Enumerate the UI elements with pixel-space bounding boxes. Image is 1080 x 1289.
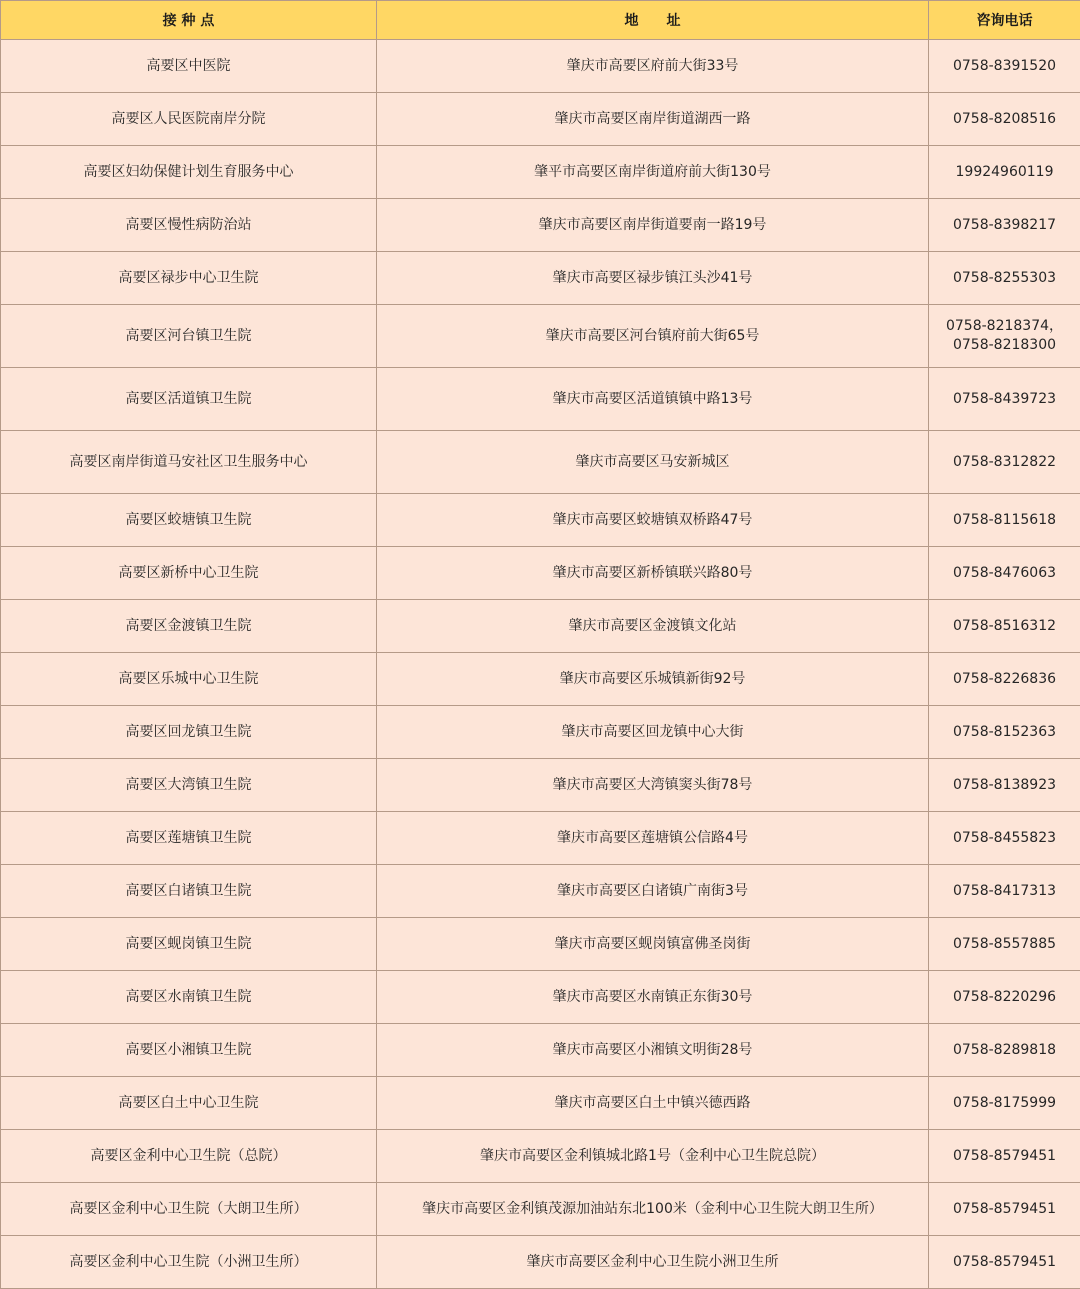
cell-site: 高要区新桥中心卫生院 xyxy=(1,547,377,600)
cell-phone xyxy=(929,706,1080,759)
cell-phone xyxy=(929,547,1080,600)
cell-address: 肇庆市高要区南岸街道湖西一路 xyxy=(377,93,929,146)
cell-phone xyxy=(929,146,1080,199)
header-address: 地 址 xyxy=(377,1,929,40)
cell-address: 肇庆市高要区蛟塘镇双桥路47号 xyxy=(377,494,929,547)
table-row xyxy=(1,1183,1080,1236)
phone-number: 0758-8208516 xyxy=(933,110,1076,129)
cell-site: 高要区中医院 xyxy=(1,40,377,93)
table-row xyxy=(1,252,1080,305)
table-row xyxy=(1,199,1080,252)
phone-number: 0758-8579451 xyxy=(933,1147,1076,1166)
cell-site: 高要区河台镇卫生院 xyxy=(1,305,377,368)
cell-phone xyxy=(929,600,1080,653)
cell-address: 肇庆市高要区乐城镇新街92号 xyxy=(377,653,929,706)
cell-address: 肇平市高要区南岸街道府前大街130号 xyxy=(377,146,929,199)
cell-address: 肇庆市高要区大湾镇窦头街78号 xyxy=(377,759,929,812)
table-row xyxy=(1,1130,1080,1183)
cell-phone xyxy=(929,1024,1080,1077)
table-row xyxy=(1,431,1080,494)
cell-site: 高要区白土中心卫生院 xyxy=(1,1077,377,1130)
cell-site: 高要区活道镇卫生院 xyxy=(1,368,377,431)
table-row xyxy=(1,93,1080,146)
cell-address: 肇庆市高要区小湘镇文明街28号 xyxy=(377,1024,929,1077)
phone-number: 0758-8226836 xyxy=(933,670,1076,689)
phone-number: 0758-8175999 xyxy=(933,1094,1076,1113)
phone-number: 0758-8152363 xyxy=(933,723,1076,742)
phone-number: 0758-8289818 xyxy=(933,1041,1076,1060)
phone-number: 0758-8439723 xyxy=(933,390,1076,409)
cell-site: 高要区蛟塘镇卫生院 xyxy=(1,494,377,547)
phone-number: 0758-8218300 xyxy=(933,336,1076,355)
cell-site: 高要区白诸镇卫生院 xyxy=(1,865,377,918)
table-row xyxy=(1,146,1080,199)
cell-phone xyxy=(929,1130,1080,1183)
cell-site: 高要区金利中心卫生院（总院） xyxy=(1,1130,377,1183)
table-row xyxy=(1,1077,1080,1130)
cell-site: 高要区蚬岗镇卫生院 xyxy=(1,918,377,971)
cell-address: 肇庆市高要区白土中镇兴德西路 xyxy=(377,1077,929,1130)
cell-address: 肇庆市高要区金利镇城北路1号（金利中心卫生院总院） xyxy=(377,1130,929,1183)
cell-phone xyxy=(929,368,1080,431)
table-row xyxy=(1,865,1080,918)
cell-phone xyxy=(929,252,1080,305)
table-row xyxy=(1,918,1080,971)
cell-site: 高要区南岸街道马安社区卫生服务中心 xyxy=(1,431,377,494)
table-row xyxy=(1,600,1080,653)
phone-number: 0758-8455823 xyxy=(933,829,1076,848)
cell-address: 肇庆市高要区新桥镇联兴路80号 xyxy=(377,547,929,600)
cell-site: 高要区水南镇卫生院 xyxy=(1,971,377,1024)
cell-site: 高要区小湘镇卫生院 xyxy=(1,1024,377,1077)
phone-number: 0758-8398217 xyxy=(933,216,1076,235)
table-row xyxy=(1,1024,1080,1077)
cell-phone xyxy=(929,431,1080,494)
cell-site: 高要区金渡镇卫生院 xyxy=(1,600,377,653)
cell-phone xyxy=(929,40,1080,93)
cell-address: 肇庆市高要区回龙镇中心大街 xyxy=(377,706,929,759)
phone-number: 0758-8255303 xyxy=(933,269,1076,288)
phone-number: 0758-8557885 xyxy=(933,935,1076,954)
cell-address: 肇庆市高要区金利中心卫生院小洲卫生所 xyxy=(377,1236,929,1289)
cell-address: 肇庆市高要区南岸街道要南一路19号 xyxy=(377,199,929,252)
cell-address: 肇庆市高要区马安新城区 xyxy=(377,431,929,494)
cell-site: 高要区妇幼保健计划生育服务中心 xyxy=(1,146,377,199)
phone-number: 0758-8391520 xyxy=(933,57,1076,76)
cell-address: 肇庆市高要区金利镇茂源加油站东北100米（金利中心卫生院大朗卫生所） xyxy=(377,1183,929,1236)
cell-phone xyxy=(929,1077,1080,1130)
table-row xyxy=(1,547,1080,600)
header-row xyxy=(1,1,1080,40)
phone-number: 0758-8312822 xyxy=(933,453,1076,472)
cell-site: 高要区人民医院南岸分院 xyxy=(1,93,377,146)
cell-address: 肇庆市高要区水南镇正东街30号 xyxy=(377,971,929,1024)
cell-site: 高要区禄步中心卫生院 xyxy=(1,252,377,305)
cell-phone xyxy=(929,305,1080,368)
phone-number: 0758-8579451 xyxy=(933,1200,1076,1219)
cell-address: 肇庆市高要区禄步镇江头沙41号 xyxy=(377,252,929,305)
cell-address: 肇庆市高要区白诸镇广南街3号 xyxy=(377,865,929,918)
table-row xyxy=(1,653,1080,706)
cell-phone xyxy=(929,759,1080,812)
cell-phone xyxy=(929,812,1080,865)
table-row xyxy=(1,494,1080,547)
cell-phone xyxy=(929,865,1080,918)
phone-number: 0758-8115618 xyxy=(933,511,1076,530)
phone-number: 0758-8220296 xyxy=(933,988,1076,1007)
cell-site: 高要区慢性病防治站 xyxy=(1,199,377,252)
cell-site: 高要区大湾镇卫生院 xyxy=(1,759,377,812)
header-phone: 咨询电话 xyxy=(929,1,1080,40)
cell-site: 高要区金利中心卫生院（小洲卫生所） xyxy=(1,1236,377,1289)
cell-site: 高要区金利中心卫生院（大朗卫生所） xyxy=(1,1183,377,1236)
table-row xyxy=(1,706,1080,759)
phone-number: 0758-8579451 xyxy=(933,1253,1076,1272)
phone-number: 0758-8516312 xyxy=(933,617,1076,636)
cell-phone xyxy=(929,494,1080,547)
table-row xyxy=(1,759,1080,812)
cell-site: 高要区回龙镇卫生院 xyxy=(1,706,377,759)
table-row xyxy=(1,971,1080,1024)
phone-number: 0758-8417313 xyxy=(933,882,1076,901)
table-row xyxy=(1,1236,1080,1289)
cell-address: 肇庆市高要区蚬岗镇富佛圣岗街 xyxy=(377,918,929,971)
header-site: 接 种 点 xyxy=(1,1,377,40)
cell-site: 高要区乐城中心卫生院 xyxy=(1,653,377,706)
cell-phone xyxy=(929,199,1080,252)
cell-address: 肇庆市高要区活道镇镇中路13号 xyxy=(377,368,929,431)
cell-phone xyxy=(929,1236,1080,1289)
cell-address: 肇庆市高要区府前大街33号 xyxy=(377,40,929,93)
table-row xyxy=(1,368,1080,431)
cell-phone xyxy=(929,918,1080,971)
cell-address: 肇庆市高要区金渡镇文化站 xyxy=(377,600,929,653)
phone-number: 0758-8476063 xyxy=(933,564,1076,583)
table-header xyxy=(1,1,1080,40)
cell-phone xyxy=(929,653,1080,706)
phone-number: 0758-8138923 xyxy=(933,776,1076,795)
cell-phone xyxy=(929,1183,1080,1236)
table-row xyxy=(1,305,1080,368)
cell-address: 肇庆市高要区莲塘镇公信路4号 xyxy=(377,812,929,865)
cell-site: 高要区莲塘镇卫生院 xyxy=(1,812,377,865)
table-body xyxy=(1,40,1080,1289)
cell-phone xyxy=(929,971,1080,1024)
table-row xyxy=(1,812,1080,865)
cell-address: 肇庆市高要区河台镇府前大街65号 xyxy=(377,305,929,368)
phone-number: 0758-8218374， xyxy=(933,317,1076,336)
phone-number: 19924960119 xyxy=(933,163,1076,182)
table-row xyxy=(1,40,1080,93)
cell-phone xyxy=(929,93,1080,146)
